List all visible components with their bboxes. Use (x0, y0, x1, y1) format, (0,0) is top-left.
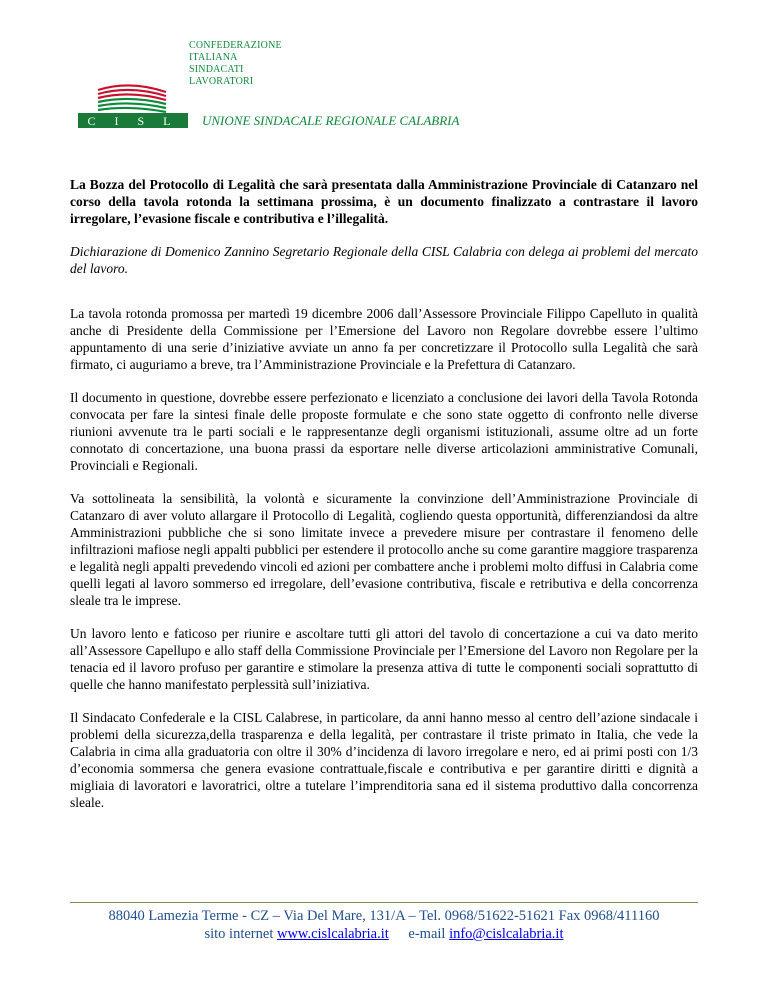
cisl-logo (78, 84, 188, 128)
footer-contacts (70, 925, 698, 943)
email-label: e-mail (408, 926, 446, 942)
intro-statement: Dichiarazione di Domenico Zannino Segretario Regionale della CISL Calabria con delega ai problemi del mercato del lavoro. (70, 244, 698, 276)
confederation-name (189, 40, 282, 88)
confederation-line: LAVORATORI (189, 76, 254, 87)
paragraph: Il documento in questione, dovrebbe essere perfezionato e licenziato a conclusione dei lavori della Tavola Rotonda convocata per fare la sintesi finale delle proposte formulate e che sono state oggetto di confronto nelle diverse riunioni avvenute tra le parti sociali e le rappresentanze degli organismi istituzionali, assume oltre ad un forte connotato di concertazione, una buona prassi da esportare nelle diverse articolazioni amministrative Comunali, Provinciali e Regionali. (70, 390, 698, 473)
footer (70, 907, 698, 943)
confederation-line: SINDACATI (189, 64, 244, 75)
footer-divider (70, 902, 698, 903)
website-link[interactable]: www.cislcalabria.it (276, 926, 389, 942)
site-label: sito internet (204, 926, 274, 942)
paragraph: La tavola rotonda promossa per martedì 19 dicembre 2006 dall’Assessore Provinciale Filippo Capelluto in qualità anche di Presidente della Commissione per l’Emersione del Lavoro non Regolare dovrebbe essere l’ultimo appuntamento di una serie d’iniziative avviate un anno fa per concretizzare il Protocollo sulla Legalità che sarà firmato, ci auguriamo a breve, tra l’Amministrazione Provinciale e la Prefettura di Catanzaro. (70, 306, 698, 372)
headline: La Bozza del Protocollo di Legalità che sarà presentata dalla Amministrazione Provinciale di Catanzaro nel corso della tavola rotonda la settimana prossima, è un documento finalizzato a contrastare il lavoro irregolare, l’evasione fiscale e contributiva e l’illegalità. (70, 177, 698, 226)
logo-text: C I S L (87, 114, 179, 128)
document-body (70, 176, 698, 827)
paragraph: Un lavoro lento e faticoso per riunire e ascoltare tutti gli attori del tavolo di concertazione a cui va dato merito all’Assessore Capellupo e allo staff della Commissione Provinciale per l’Emersione del Lavoro non Regolare per la tenacia ed il lavoro profuso per garantire e stimolare la presenza attiva di tutte le componenti sociali soprattutto di quelle che hanno manifestato perplessità sull’iniziativa. (70, 626, 698, 692)
email-link[interactable]: info@cislcalabria.it (449, 926, 564, 942)
paragraph: Va sottolineata la sensibilità, la volontà e sicuramente la convinzione dell’Amministrazione Provinciale di Catanzaro di aver voluto allargare il Protocollo di Legalità, cogliendo questa opportunità, differenziandosi da altre Amministrazioni pubbliche che si sono limitate invece a prevedere misure per contrastare il fenomeno delle infiltrazioni mafiose negli appalti pubblici per estendere il protocollo anche su come garantire maggiore trasparenza e legalità negli appalti prevedendo vincoli ed azioni per combattere anche i problemi molto diffusi in Calabria come quelli legati al lavoro sommerso ed irregolare, dell’evasione contributiva, fiscale e retributiva e della concorrenza sleale tra le imprese. (70, 491, 698, 608)
paragraph: Il Sindacato Confederale e la CISL Calabrese, in particolare, da anni hanno messo al centro dell’azione sindacale i problemi della sicurezza,della trasparenza e della legalità, per contrastare il triste primato in Italia, che vede la Calabria in cima alla graduatoria con oltre il 30% d’incidenza di lavoro irregolare e nero, ed ai primi posti con 1/3 d’economia sommersa che genera evasione contrattuale,fiscale e contributiva e per garantire diritti e dignità a migliaia di lavoratori e lavoratrici, oltre a tutelare l’imprenditoria sana ed il sistema produttivo dalla concorrenza sleale. (70, 710, 698, 810)
footer-address: 88040 Lamezia Terme - CZ – Via Del Mare, 131/A – Tel. 0968/51622-51621 Fax 0968/411160 (108, 908, 660, 924)
confederation-line: ITALIANA (189, 52, 238, 63)
union-name: UNIONE SINDACALE REGIONALE CALABRIA (202, 113, 460, 128)
confederation-line: CONFEDERAZIONE (189, 40, 282, 51)
